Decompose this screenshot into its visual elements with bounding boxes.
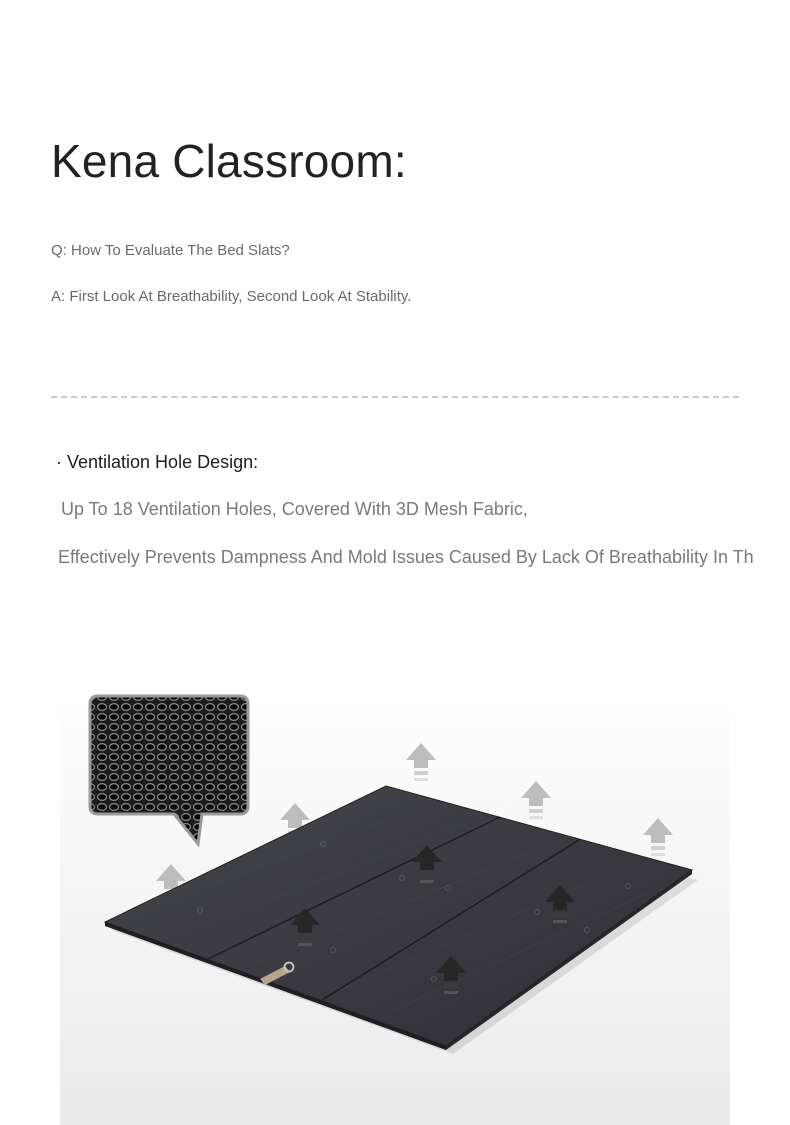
feature-description-line-2: Effectively Prevents Dampness And Mold Issues Caused By Lack Of Breathability In Th [58,547,754,567]
answer-text: A: First Look At Breathability, Second Look At Stability. [51,288,412,305]
dashed-divider [51,396,739,398]
page-title: Kena Classroom: [51,135,407,187]
bed-slat-product-image [60,672,730,1125]
section-heading: · Ventilation Hole Design: [56,452,259,472]
feature-description-line-1: Up To 18 Ventilation Holes, Covered With 3D Mesh Fabric, [61,499,528,519]
question-text: Q: How To Evaluate The Bed Slats? [51,242,290,259]
